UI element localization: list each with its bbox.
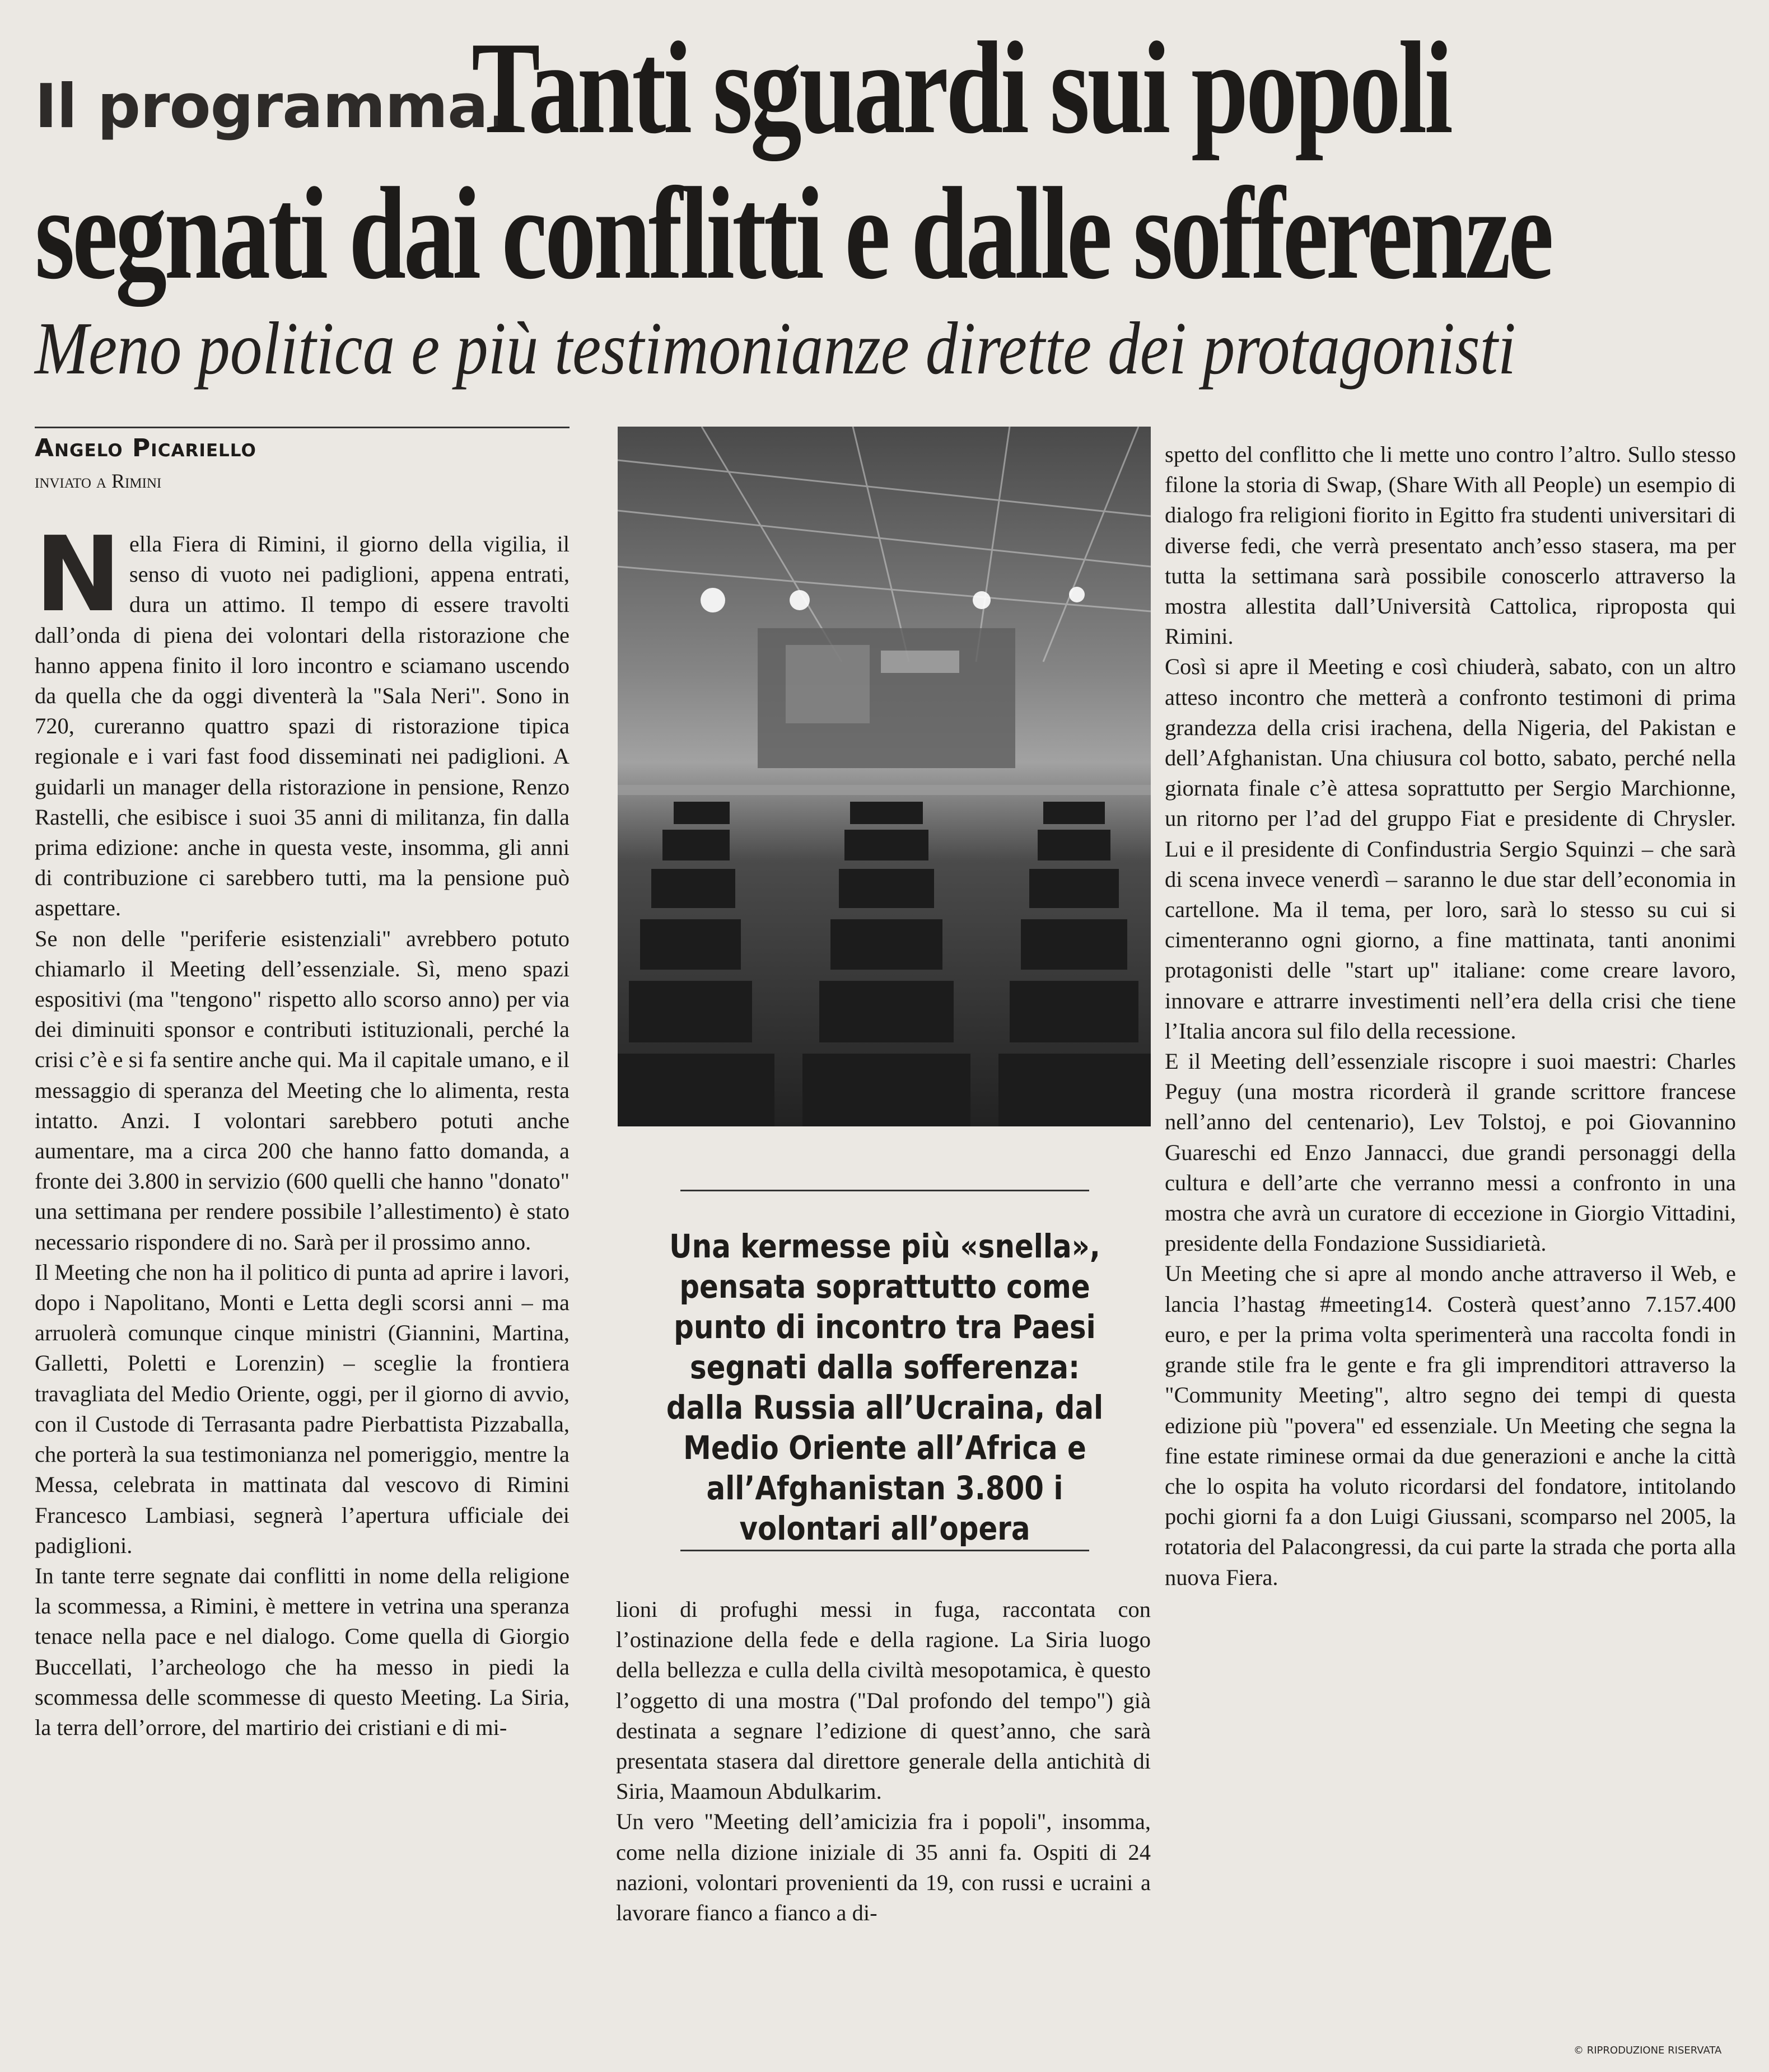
pullquote-rule-top — [680, 1190, 1089, 1191]
byline-name: Angelo Picariello — [35, 434, 256, 462]
headline-line-1: Tanti sguardi sui popoli — [472, 15, 1451, 161]
drop-cap: N — [35, 529, 122, 635]
paragraph: ella Fiera di Rimini, il giorno della vigilia, il senso di vuoto nei padiglioni, appena entrati, dura un attimo. Il tempo di essere travolti dall’onda di piena dei volontari della ristorazione che hanno appena finito il loro incontro e sciamano uscendo da quella che da oggi diventerà la "Sala Neri". Sono in 720, cureranno quattro spazi di ristorazione tipica regionale e i vari fast food disseminati nei padiglioni. A guidarli un manager della ristorazione in pensione, Renzo Rastelli, che esibisce i suoi 35 anni di militanza, fin dalla prima edizione: anche in questa veste, insomma, gli anni di contribuzione ci sarebbero tutti, ma la pensione può aspettare. — [35, 531, 570, 921]
headline-line-2: segnati dai conflitti e dalle sofferenze — [35, 161, 1552, 307]
column-3 — [1165, 439, 1736, 2052]
column-1 — [35, 529, 570, 2052]
subheadline: Meno politica e più testimonianze dirette dei protagonisti — [35, 307, 1516, 390]
paragraph: Un vero "Meeting dell’amicizia fra i popoli", insomma, come nella dizione iniziale di 35 anni fa. Ospiti di 24 nazioni, volontari provenienti da 19, con russi e ucraini a lavorare fianco a fianco a di- — [616, 1809, 1151, 1926]
byline-role: inviato a Rimini — [35, 470, 162, 492]
paragraph: Così si apre il Meeting e così chiuderà, sabato, con un altro atteso incontro che metterà a confronto testimoni di prima grandezza della crisi irachena, della Nigeria, del Pakistan e dell’Afghanistan. Una chiusura col botto, sabato, perché nella giornata finale c’è attesa soprattutto per Sergio Marchionne, un ritorno per l’ad del gruppo Fiat e presidente di Chrysler. Lui e il presidente di Confindustria Sergio Squinzi – che sarà di scena invece venerdì – saranno le due star dell’economia in cartellone. Ma il tema, per loro, sarà lo stesso su cui si cimenteranno ogni giorno, a fine mattinata, tanti anonimi protagonisti delle "start up" italiane: come creare lavoro, innovare e attrarre investimenti nell’era della crisi che tiene l’Italia ancora sul filo della recessione. — [1165, 654, 1736, 1044]
column-2 — [616, 1594, 1151, 2054]
paragraph: Il Meeting che non ha il politico di punta ad aprire i lavori, dopo i Napolitano, Monti e Letta degli scorsi anni – ma arruolerà comunque cinque ministri (Giannini, Martina, Galletti, Poletti e Lorenzin) – sceglie la frontiera travagliata del Medio Oriente, oggi, per il giorno di avvio, con il Custode di Terrasanta padre Pierbattista Pizzaballa, che porterà la sua testimonianza nel pomeriggio, mentre la Messa, celebrata in mattinata dal vescovo di Rimini Francesco Lambiasi, segnerà l’apertura ufficiale dei padiglioni. — [35, 1259, 570, 1558]
pullquote: Una kermesse più «snella», pensata soprattutto come punto di incontro tra Paesi segnati dalla sofferenza: dalla Russia all’Ucraina, dal Medio Oriente all’Africa e all’Afghanistan 3.800 i volontari all’opera — [666, 1227, 1104, 1547]
byline-rule — [35, 427, 570, 428]
paragraph: E il Meeting dell’essenziale riscopre i suoi maestri: Charles Peguy (una mostra ricorderà il grande scrittore francese nell’anno del centenario), Lev Tolstoj, e poi Giovannino Guareschi ed Enzo Jannacci, due grandi personaggi della cultura e dell’arte che verranno messi a confronto in una mostra che avrà un curatore di eccezione in Giorgio Vittadini, presidente della Fondazione Sussidiarietà. — [1165, 1049, 1736, 1256]
paragraph: In tante terre segnate dai conflitti in nome della religione la scommessa, a Rimini, è mettere in vetrina una speranza tenace nella pace e nel dialogo. Come quella di Giorgio Buccellati, l’archeologo che ha messo in piedi la scommessa delle scommesse di questo Meeting. La Siria, la terra dell’orrore, del martirio dei cristiani e di mi- — [35, 1563, 570, 1740]
paragraph: spetto del conflitto che li mette uno contro l’altro. Sullo stesso filone la storia di Swap, (Share With all People) un esempio di dialogo fra religioni fiorito in Egitto fra studenti universitari di diverse fedi, che verrà presentato anch’esso stasera, ma per tutta la settimana sarà possibile conoscerlo attraverso la mostra allestita dall’Università Cattolica, riproposta qui Rimini. — [1165, 442, 1736, 649]
meeting-hall-photo — [618, 427, 1151, 1126]
copyright-notice: © RIPRODUZIONE RISERVATA — [1574, 2045, 1722, 2056]
pullquote-rule-bottom — [680, 1550, 1089, 1551]
kicker: Il programma. — [35, 72, 510, 142]
photo-illustration — [618, 427, 1151, 1126]
paragraph: lioni di profughi messi in fuga, raccontata con l’ostinazione della fede e della ragione. La Siria luogo della bellezza e culla della civiltà mesopotamica, è questo l’oggetto di una mostra ("Dal profondo del tempo") già destinata a segnare l’edizione di quest’anno, che sarà presentata stasera dal direttore generale della antichità di Siria, Maamoun Abdulkarim. — [616, 1597, 1151, 1804]
paragraph: Se non delle "periferie esistenziali" avrebbero potuto chiamarlo il Meeting dell’essenziale. Sì, meno spazi espositivi (ma "tengono" rispetto allo scorso anno) per via dei diminuiti sponsor e contributi istituzionali, perché la crisi c’è e si fa sentire anche qui. Ma il capitale umano, e il messaggio di speranza del Meeting che lo alimenta, resta intatto. Anzi. I volontari sarebbero potuti anche aumentare, ma a circa 200 che hanno fatto domanda, a fronte dei 3.800 in servizio (600 quelli che hanno "donato" una settimana per rendere possibile l’allestimento) è stato necessario rispondere di no. Sarà per il prossimo anno. — [35, 925, 570, 1255]
paragraph: Un Meeting che si apre al mondo anche attraverso il Web, e lancia l’hastag #meeting14. Costerà quest’anno 7.157.400 euro, e per la prima volta sperimenterà una raccolta fondi in grande stile fra le gente e fra gli imprenditori attraverso la "Community Meeting", altro segno dei tempi di questa edizione più "povera" ed essenziale. Un Meeting che segna la fine estate riminese ormai da due generazioni e anche la città che lo ospita ha voluto ricordarsi del fondatore, intitolando pochi giorni fa a don Luigi Giussani, scomparso nel 2005, la rotatoria del Palacongressi, da cui parte la strada che porta alla nuova Fiera. — [1165, 1261, 1736, 1590]
